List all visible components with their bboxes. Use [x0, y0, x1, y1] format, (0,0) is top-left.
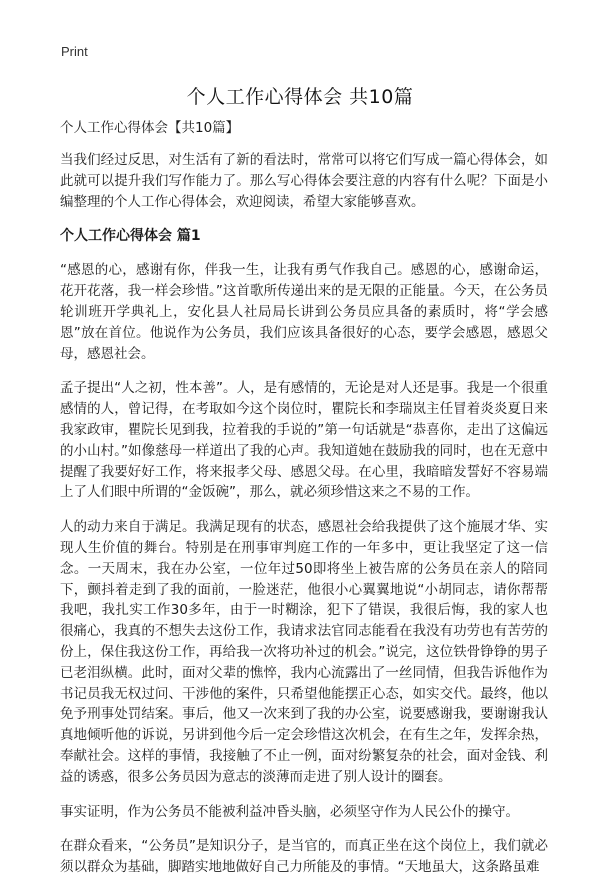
- page-title: 个人工作心得体会 共10篇: [186, 86, 414, 108]
- section-heading: 个人工作心得体会 篇1: [60, 228, 201, 245]
- document-body: [60, 118, 548, 892]
- print-label: Print: [61, 44, 88, 59]
- body-paragraph: “感恩的心，感谢有你，伴我一生，让我有勇气作我自己。感恩的心，感谢命运，花开花落，我一样会珍惜。”这首歌所传递出来的是无限的正能量。今天，在公务员轮训班开学典礼上，安化县人社局局长讲到公务员应具备的素质时，将“学会感恩”放在首位。他说作为公务员，我们应该具备很好的心态，要学会感恩，感恩父母，感恩社会。: [60, 262, 548, 362]
- body-paragraph: 人的动力来自于满足。我满足现有的状态，感恩社会给我提供了这个施展才华、实现人生价值的舞台。特别是在刑事审判庭工作的一年多中，更让我坚定了这一信念。一天周末，我在办公室，一位年过50即将坐上被告席的公务员在亲人的陪同下，颤抖着走到了我的面前，一脸迷茫，他很小心翼翼地说“小胡同志，请你帮帮我吧，我扎实工作30多年，由于一时糊涂，犯下了错误，我很后悔，我的家人也很痛心，我真的不想失去这份工作，我请求法官同志能看在我没有功劳也有苦劳的份上，保住我这份工作，再给我一次将功补过的机会。”说完，这位铁骨铮铮的男子已老泪纵横。此时，面对父辈的憔悴，我内心流露出了一丝同情，但我告诉他作为书记员我无权过问、干涉他的案件，只希望他能摆正心态，如实交代。最终，他以免予刑事处罚结案。事后，他又一次来到了我的办公室，说要感谢我，要谢谢我认真地倾听他的诉说，另讲到他今后一定会珍惜这次机会，在有生之年，发挥余热，奉献社会。这样的事情，我接触了不止一例，面对纷繁复杂的社会，面对金钱、利益的诱惑，很多公务员因为意志的淡薄而走进了别人设计的圈套。: [60, 519, 548, 785]
- intro-paragraph: 当我们经过反思，对生活有了新的看法时，常常可以将它们写成一篇心得体会，如此就可以提升我们写作能力了。那么写心得体会要注意的内容有什么呢？下面是小编整理的个人工作心得体会，欢迎阅读，希望大家能够喜欢。: [60, 152, 548, 210]
- body-paragraph: 事实证明，作为公务员不能被利益冲昏头脑，必须坚守作为人民公仆的操守。: [60, 803, 519, 820]
- body-paragraph: 孟子提出“人之初，性本善”。人，是有感情的，无论是对人还是事。我是一个很重感情的人，曾记得，在考取如今这个岗位时，瞿院长和李瑞岚主任冒着炎炎夏日来我家政审，瞿院长见到我，拉着我的手说的”第一句话就是“恭喜你，走出了这偏远的小山村。”如像慈母一样道出了我的心声。我知道她在鼓励我的同时，也在无意中提醒了我要好好工作，将来报孝父母、感恩父母。在心里，我暗暗发誓好不容易端上了人们眼中所谓的“金饭碗”，那么，就必须珍惜这来之不易的工作。: [60, 380, 548, 501]
- body-paragraph: 在群众看来，“公务员”是知识分子，是当官的，而真正坐在这个岗位上，我们就必须以群众为基础，脚踏实地地做好自己力所能及的事情。“天地虽大，这条路虽难: [60, 838, 548, 876]
- document-subtitle: 个人工作心得体会【共10篇】: [60, 120, 240, 136]
